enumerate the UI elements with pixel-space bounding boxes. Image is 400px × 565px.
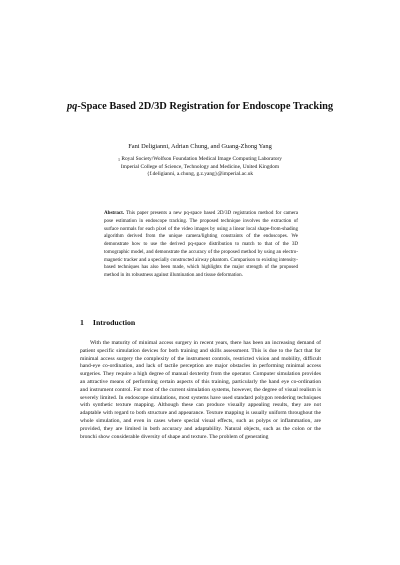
abstract	[104, 210, 298, 280]
abstract-label: Abstract.	[104, 210, 125, 216]
affiliation	[40, 156, 360, 179]
title-rest: -Space Based 2D/3D Registration for Endoscope Tracking	[77, 101, 334, 112]
abstract-text: This paper presents a new pq-space based 2D/3D registration method for camera pose estimation in endoscope tracking. The proposed technique involves the extraction of surface normals for each pixel of the video images by using a linear local shape-from-shading algorithm derived from the unique camera/lighting constraints of the endoscopes. We demonstrate how to use the derived pq-space distribution to match to that of the 3D tomographic model, and demonstrate the accuracy of the proposed method by using an electro-magnetic tracker and a specially constructed airway phantom. Comparison to existing intensity-based techniques has also been made, which highlights the major strength of the proposed method in its robustness against illumination and tissue deformation.	[104, 210, 299, 278]
affiliation-emails: {f.deligianni, a.chung, g.z.yang}@imperial.ac.uk	[146, 171, 254, 177]
affiliation-marker: 1	[117, 157, 120, 162]
paper-title	[60, 99, 340, 114]
intro-paragraph: With the maturity of minimal access surgery in recent years, there has been an increasing demand of patient specific simulation devices for both training and skills assessment. This is due to the fact that for minimal access surgery the complexity of the instrument controls, restricted vision and mobility, difficult hand-eye co-ordination, and lack of tactile perception are major obstacles in performing minimal access surgeries. They require a high degree of manual dexterity from the operator. Computer simulation provides an attractive means of performing certain aspects of this training, particularly the hand eye co-ordination and instrument control. For most of the current simulation systems, however, the degree of visual realism is severely limited. In endoscope simulations, most systems have used standard polygon rendering techniques with synthetic texture mapping. Although these can produce visually appealing results, they are not adaptable with regard to both structure and appearance. Texture mapping is usually uniform throughout the whole simulation, and even in cases where special visual effects, such as polyps or inflammation, are provided, they are limited in both accuracy and adaptability. Natural objects, such as the colon or the bronchi show considerable diversity of shape and texture. The problem of generating	[80, 340, 321, 440]
section-heading	[80, 318, 135, 328]
affiliation-lab: Royal Society/Wolfson Foundation Medical Image Computing Laboratory	[121, 156, 283, 162]
title-pq: pq	[66, 101, 78, 112]
section-title: Introduction	[92, 318, 136, 327]
affiliation-line-2: Imperial College of Science, Technology and Medicine, United Kingdom	[120, 163, 280, 170]
affiliation-line-1	[40, 156, 360, 164]
section-number: 1	[80, 318, 84, 327]
author-list: Fani Deligianni, Adrian Chung, and Guang-Zhong Yang	[128, 143, 272, 150]
